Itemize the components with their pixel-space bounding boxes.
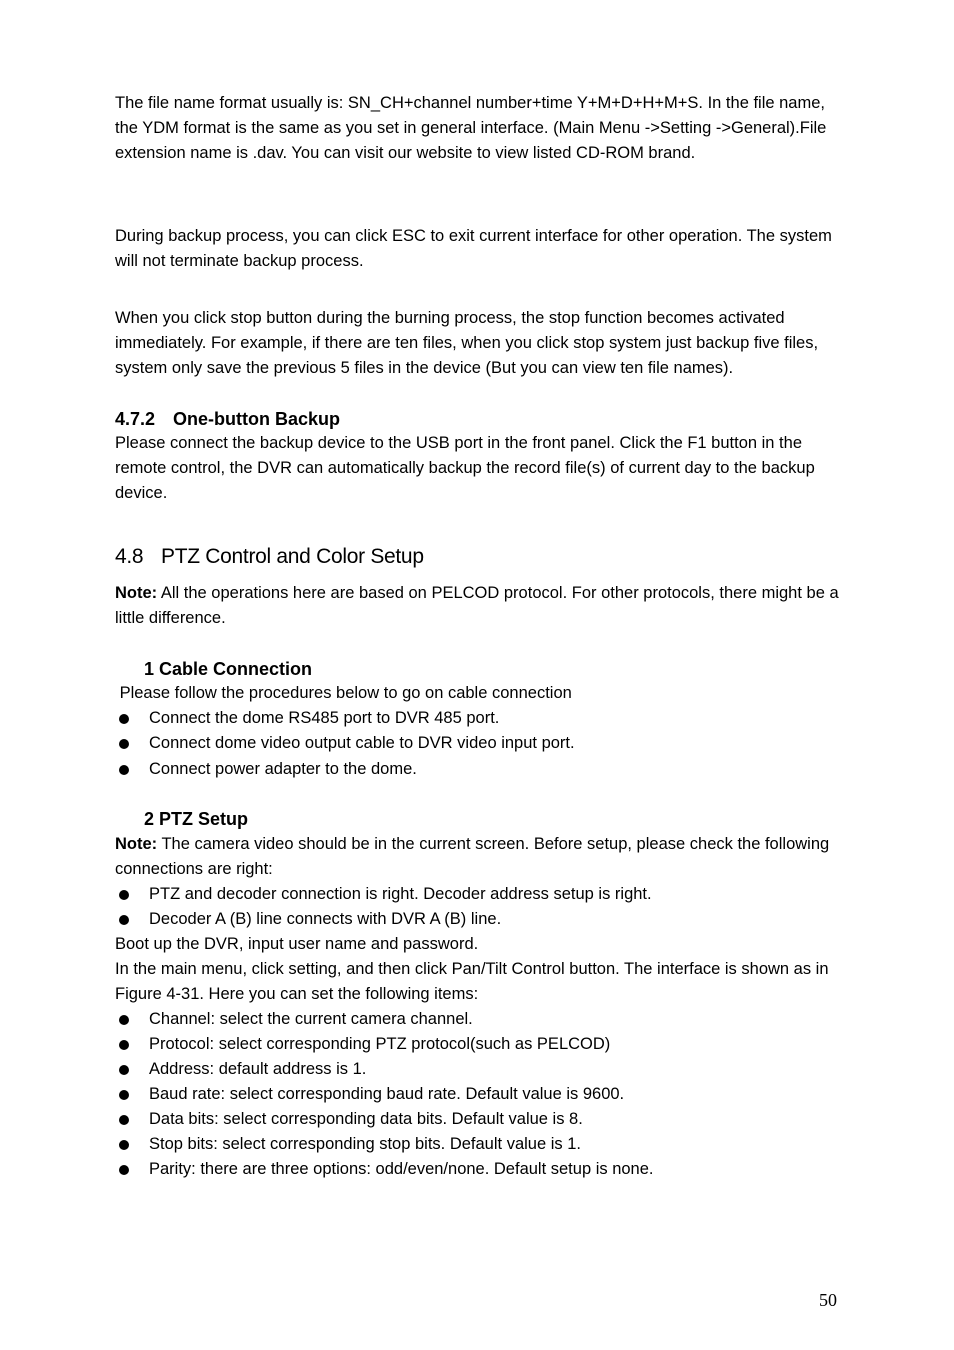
- note-label: Note:: [115, 835, 158, 853]
- paragraph-file-name-format: The file name format usually is: SN_CH+channel number+time Y+M+D+H+M+S. In the file name, the YDM format is the same as you set in general interface. (Main Menu ->Setting ->General).File extension name is .dav. You can visit our website to view listed CD-ROM brand.: [115, 94, 827, 162]
- note-text: The camera video should be in the current screen. Before setup, please check the following connections are right:: [115, 835, 830, 878]
- heading-number: 4.7.2: [115, 409, 156, 429]
- heading-title: PTZ Control and Color Setup: [161, 545, 424, 568]
- heading-number: 4.8: [115, 545, 144, 568]
- bullet-icon: [119, 765, 129, 775]
- bullet-icon: [119, 915, 129, 925]
- heading-4-8: [115, 542, 424, 572]
- subheading-ptz-setup: 2 PTZ Setup: [144, 809, 249, 829]
- note-text: All the operations here are based on PELCOD protocol. For other protocols, there might be a little difference.: [115, 584, 839, 627]
- subheading-cable-connection: 1 Cable Connection: [144, 659, 313, 679]
- note-pelcod: [115, 581, 840, 631]
- cable-intro: Please follow the procedures below to go on cable connection: [115, 684, 572, 702]
- paragraph-stop-button: When you click stop button during the burning process, the stop function becomes activated immediately. For example, if there are ten files, when you click stop system just backup five files, system only save the previous 5 files in the device (But you can view ten file names).: [115, 309, 819, 377]
- paragraph-one-button-backup: Please connect the backup device to the USB port in the front panel. Click the F1 button in the remote control, the DVR can automatically backup the record file(s) of current day to the backup device.: [115, 434, 815, 502]
- list-item-text: Connect power adapter to the dome.: [149, 760, 417, 778]
- bullet-icon: [119, 1065, 129, 1075]
- bullet-icon: [119, 714, 129, 724]
- paragraph-main-menu: In the main menu, click setting, and then click Pan/Tilt Control button. The interface is shown as in Figure 4-31. Here you can set the following items:: [115, 960, 829, 1003]
- bullet-icon: [119, 890, 129, 900]
- list-item-text: Protocol: select corresponding PTZ protocol(such as PELCOD): [149, 1035, 611, 1053]
- paragraph-boot: Boot up the DVR, input user name and password.: [115, 935, 479, 953]
- bullet-icon: [119, 1015, 129, 1025]
- heading-4-7-2: [115, 407, 340, 432]
- list-item-text: Baud rate: select corresponding baud rate. Default value is 9600.: [149, 1085, 625, 1103]
- bullet-icon: [119, 1090, 129, 1100]
- list-item-text: PTZ and decoder connection is right. Decoder address setup is right.: [149, 885, 652, 903]
- heading-title: One-button Backup: [173, 409, 340, 429]
- list-item-text: Data bits: select corresponding data bits. Default value is 8.: [149, 1110, 583, 1128]
- bullet-icon: [119, 1115, 129, 1125]
- list-item-text: Parity: there are three options: odd/even/none. Default setup is none.: [149, 1160, 654, 1178]
- note-label: Note:: [115, 584, 158, 602]
- list-item-text: Stop bits: select corresponding stop bits. Default value is 1.: [149, 1135, 581, 1153]
- list-item-text: Channel: select the current camera channel.: [149, 1010, 473, 1028]
- bullet-icon: [119, 739, 129, 749]
- note-ptz-setup: [115, 832, 840, 882]
- list-item-text: Decoder A (B) line connects with DVR A (B) line.: [149, 910, 502, 928]
- bullet-icon: [119, 1140, 129, 1150]
- page-number: 50: [819, 1290, 837, 1310]
- list-item-text: Connect dome video output cable to DVR video input port.: [149, 734, 575, 752]
- paragraph-backup-esc: During backup process, you can click ESC to exit current interface for other operation. The system will not terminate backup process.: [115, 227, 832, 270]
- list-item-text: Connect the dome RS485 port to DVR 485 port.: [149, 709, 500, 727]
- bullet-icon: [119, 1165, 129, 1175]
- list-item-text: Address: default address is 1.: [149, 1060, 367, 1078]
- bullet-icon: [119, 1040, 129, 1050]
